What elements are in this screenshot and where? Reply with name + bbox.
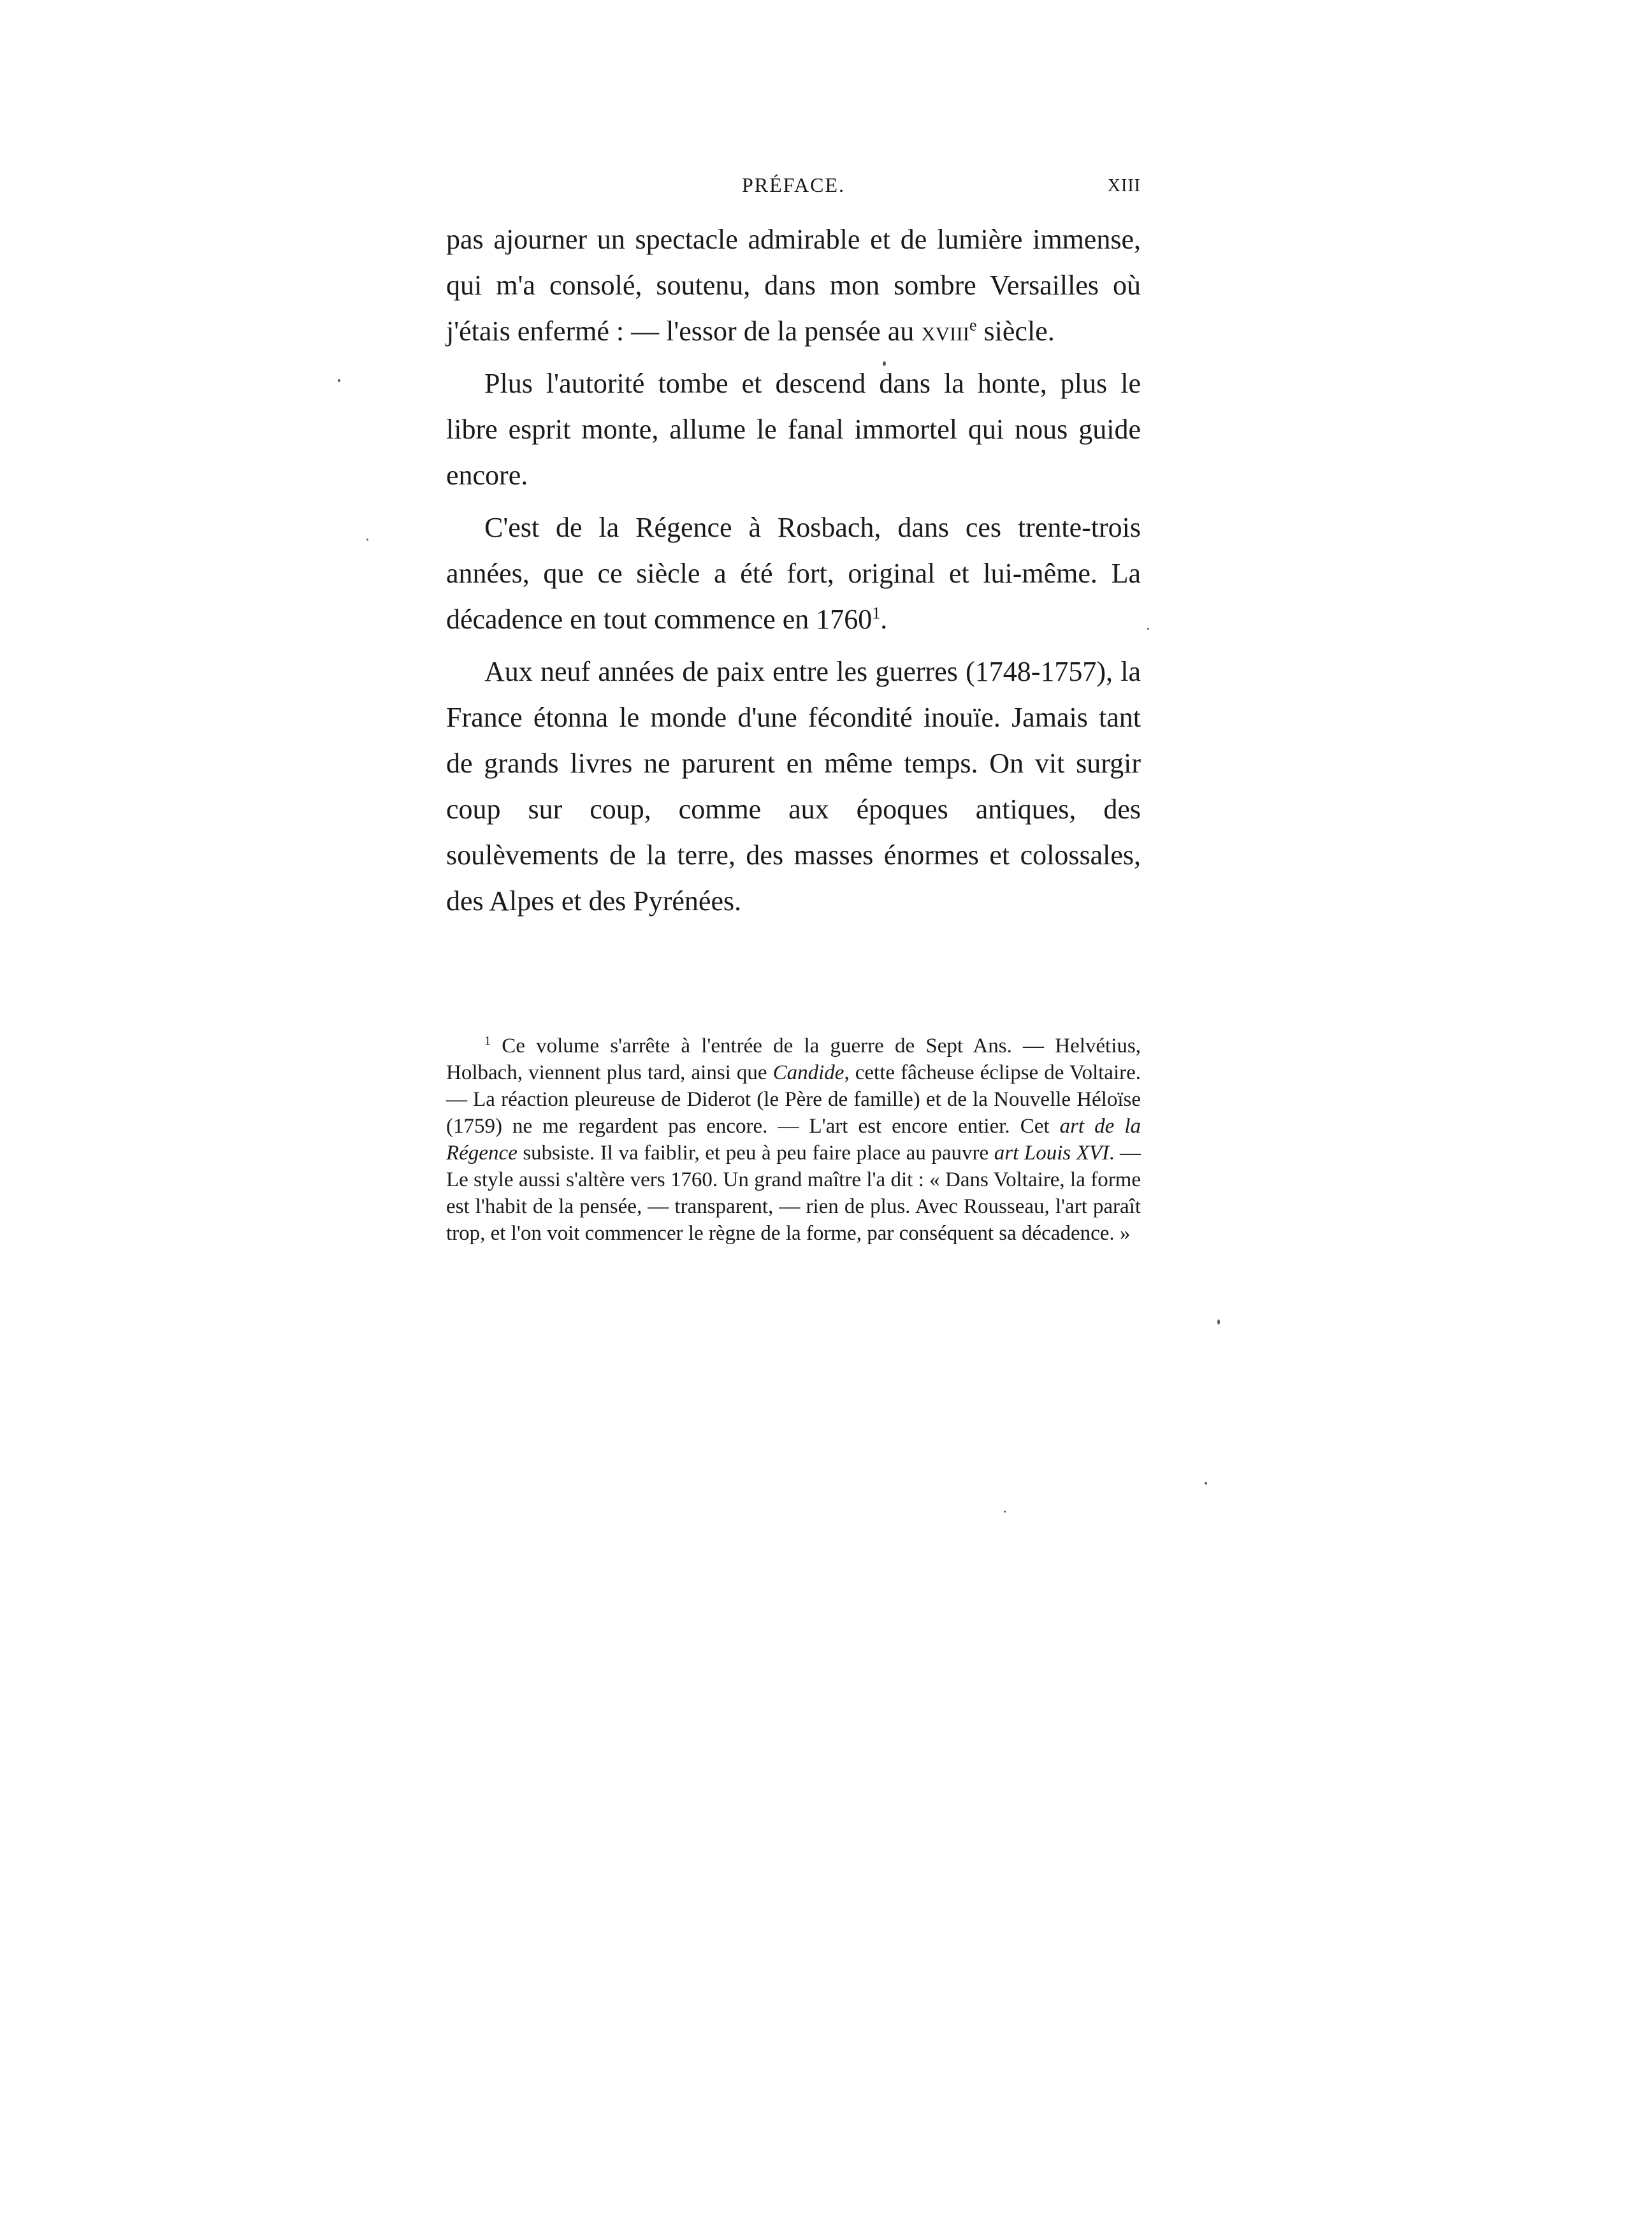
paragraph-3-text-b: . xyxy=(880,604,888,635)
scan-speck xyxy=(883,361,886,366)
footnote xyxy=(446,1027,1141,1247)
century-numeral: xviii xyxy=(921,316,969,347)
footnote-italic-candide: Candide xyxy=(772,1061,844,1084)
paragraph-2: Plus l'autorité tombe et descend dans la honte, plus le libre esprit monte, allume le fanal immortel qui nous guide encore. xyxy=(446,368,1141,491)
scan-speck xyxy=(1217,1319,1220,1325)
paragraph-1 xyxy=(446,217,1141,354)
page-header xyxy=(446,173,1141,212)
running-title: PRÉFACE. xyxy=(741,173,846,196)
paragraph-1-text-b: siècle. xyxy=(976,316,1055,347)
century-superscript: e xyxy=(969,316,977,335)
scan-speck xyxy=(1004,1511,1006,1513)
scan-speck xyxy=(1147,628,1149,630)
page-number: XIII xyxy=(1107,176,1141,196)
footnote-text-4: . — Le style aussi s'altère vers 1760. Un grand maître l'a dit : « Dans Voltaire, la forme est l'habit de la pensée, — transparent, — rien de plus. Avec Rousseau, l'art paraît trop, et l'on voit commencer le règne de la forme, par conséquent sa décadence. » xyxy=(446,1142,1141,1245)
paragraph-3 xyxy=(446,505,1141,642)
paragraph-1-text-a: pas ajourner un spectacle admirable et de lumière immense, qui m'a consolé, soutenu, dans mon sombre Versailles où j'étais enfermé : — l'essor de la pensée au xyxy=(446,224,1141,347)
footnote-text-3: subsiste. Il va faiblir, et peu à peu faire place au pauvre xyxy=(517,1142,994,1165)
scan-speck xyxy=(338,379,340,382)
main-text xyxy=(446,217,1141,931)
footnote-italic-art-louis: art Louis XVI xyxy=(994,1142,1110,1165)
scan-speck xyxy=(1205,1482,1207,1485)
footnote-marker: 1 xyxy=(484,1034,491,1048)
footnote-reference: 1 xyxy=(872,604,881,623)
footnote-italic-art-regence: art de la Régence xyxy=(446,1115,1141,1165)
scan-speck xyxy=(366,539,368,541)
footnote-text-1: Ce volume s'arrête à l'entrée de la guerre de Sept Ans. — Helvétius, Holbach, viennent plus tard, ainsi que xyxy=(446,1035,1141,1084)
paragraph-4: Aux neuf années de paix entre les guerres (1748-1757), la France étonna le monde d'une fécondité inouïe. Jamais tant de grands livres ne parurent en même temps. On vit surgir coup sur coup, comme aux époques antiques, des soulèvements de la terre, des masses énormes et colossales, des Alpes et des Pyrénées. xyxy=(446,656,1141,917)
paragraph-3-text-a: C'est de la Régence à Rosbach, dans ces trente-trois années, que ce siècle a été fort, original et lui-même. La décadence en tout commence en 1760 xyxy=(446,512,1141,635)
footnote-text-2: , cette fâcheuse éclipse de Voltaire. — La réaction pleureuse de Diderot (le Père de famille) et de la Nouvelle Héloïse (1759) ne me regardent pas encore. — L'art est encore entier. Cet xyxy=(446,1061,1141,1138)
